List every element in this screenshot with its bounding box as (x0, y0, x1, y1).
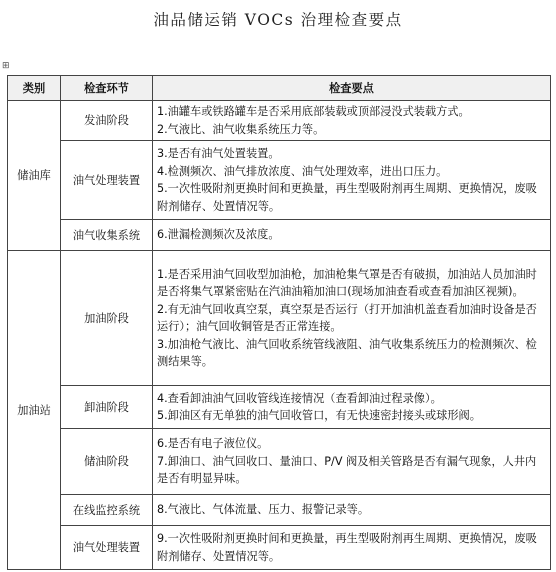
stage-cell: 油气处理装置 (61, 526, 153, 570)
stage-cell: 油气收集系统 (61, 220, 153, 251)
stage-cell: 储油阶段 (61, 429, 153, 495)
check-point: 6.泄漏检测频次及浓度。 (157, 228, 280, 242)
table-anchor-icon[interactable]: ⊞ (2, 61, 10, 71)
stage-cell: 发油阶段 (61, 101, 153, 141)
points-cell (153, 429, 551, 495)
check-point: 4.检测频次、油气排放浓度、油气处理效率，进出口压力。 (157, 164, 448, 178)
check-point: 8.气液比、气体流量、压力、报警记录等。 (157, 503, 370, 517)
check-point: 1.油罐车或铁路罐车是否采用底部装载或顶部浸没式装载方式。 (157, 105, 470, 118)
stage-cell: 加油阶段 (61, 251, 153, 386)
category-cell: 加油站 (8, 251, 61, 570)
table-row (8, 386, 551, 429)
category-cell: 储油库 (8, 101, 61, 251)
points-cell (153, 101, 551, 141)
check-point: 7.卸油口、油气回收口、量油口、P/V 阀及相关管路是否有漏气现象，人井内是否有明显异味。 (157, 454, 537, 486)
header-stage: 检查环节 (61, 76, 153, 101)
check-point: 3.是否有油气处置装置。 (157, 147, 280, 160)
check-point: 2.气液比、油气收集系统压力等。 (157, 122, 325, 136)
document-title: 油品储运销 VOCs 治理检查要点 (153, 11, 403, 29)
table-row (8, 101, 551, 141)
inspection-table (7, 75, 551, 570)
stage-cell: 在线监控系统 (61, 495, 153, 526)
stage-cell: 油气处理装置 (61, 141, 153, 220)
check-point: 5.卸油区有无单独的油气回收管口，有无快速密封接头或球形阀。 (157, 409, 481, 422)
table-row (8, 526, 551, 570)
check-point: 2.有无油气回收真空泵，真空泵是否运行（打开加油机盖查看加油时设备是否运行）；油气回收铜管是否正常连接。 (157, 302, 537, 333)
points-cell (153, 386, 551, 429)
table-row (8, 220, 551, 251)
check-point: 6.是否有电子液位仪。 (157, 437, 269, 451)
check-point: 3.加油枪气液比、油气回收系统管线液阻、油气收集系统压力的检测频次、检测结果等。 (157, 337, 537, 368)
points-cell (153, 495, 551, 526)
stage-cell: 卸油阶段 (61, 386, 153, 429)
header-points: 检查要点 (153, 76, 551, 101)
check-point: 9.一次性吸附剂更换时间和更换量，再生型吸附剂再生周期、更换情况，废吸附剂储存、处置情况等。 (157, 532, 537, 563)
header-category: 类别 (8, 76, 61, 101)
check-point: 5.一次性吸附剂更换时间和更换量，再生型吸附剂再生周期、更换情况，废吸附剂储存、处置情况等。 (157, 182, 537, 213)
check-point: 1.是否采用油气回收型加油枪，加油枪集气罩是否有破损，加油站人员加油时是否将集气罩紧密贴在汽油油箱加油口(现场加油查看或查看加油区视频)。 (157, 267, 537, 298)
check-point: 4.查看卸油油气回收管线连接情况（查看卸油过程录像）。 (157, 391, 442, 405)
table-header-row (8, 76, 551, 101)
table-row (8, 251, 551, 386)
table-row (8, 141, 551, 220)
points-cell (153, 141, 551, 220)
points-cell (153, 220, 551, 251)
points-cell (153, 526, 551, 570)
points-cell (153, 251, 551, 386)
table-row (8, 429, 551, 495)
table-row (8, 495, 551, 526)
